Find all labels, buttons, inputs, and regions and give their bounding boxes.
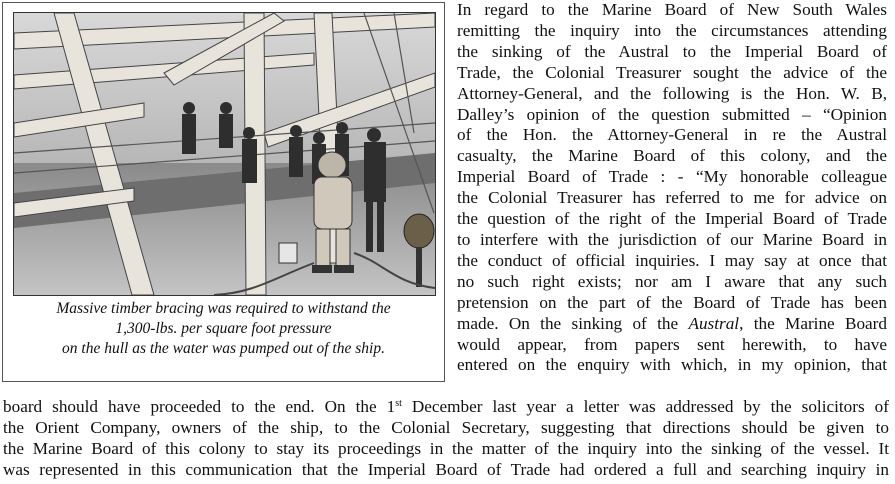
- caption-line: Massive timber bracing was required to withstand the: [56, 300, 391, 317]
- text-line: to interfere with the jurisdiction of our Marine Board in: [457, 229, 887, 249]
- text-line: In regard to the Marine Board of New South Wales: [457, 0, 887, 19]
- text-fragment: made. On the sinking of the: [457, 313, 689, 333]
- article-text-full-width: [3, 397, 889, 481]
- text-fragment: , the Marine Board: [739, 313, 888, 333]
- text-line: entered on the enquiry with which, in my opinion, that: [457, 355, 887, 375]
- text-line: Imperial Board of Trade : - “My honorable colleague: [457, 167, 887, 187]
- text-line: pretension on the part of the Board of Trade has been: [457, 292, 887, 312]
- text-fragment: board should have proceeded to the end. On the 1: [3, 397, 396, 416]
- figure: [2, 2, 445, 382]
- text-fragment: December last year a letter was addressed by the solicitors of: [401, 397, 889, 416]
- text-line: the Orient Company, owners of the ship, to the Colonial Secretary, suggesting that directions should be given to: [3, 417, 889, 437]
- text-line-with-italic: [457, 314, 887, 335]
- text-line: was represented in this communication that the Imperial Board of Trade had ordered a full and searching inquiry in: [3, 459, 889, 479]
- article-text-column: [457, 0, 887, 376]
- text-line: no such right exists; nor am I aware that any such: [457, 271, 887, 291]
- text-line: the Colonial Treasurer has referred to me for advice on: [457, 188, 887, 208]
- caption-line: 1,300-lbs. per square foot pressure: [115, 320, 332, 337]
- text-line: of the Hon. the Attorney-General in re the Austral: [457, 125, 887, 145]
- text-line: casualty, the Marine Board of this colony, and the: [457, 146, 887, 166]
- text-line: the sinking of the Austral to the Imperial Board of: [457, 41, 887, 61]
- text-line: Attorney-General, and the following is the Hon. W. B,: [457, 83, 887, 103]
- text-line: remitting the inquiry into the circumstances attending: [457, 20, 887, 40]
- text-line: the conduct of official inquiries. I may say at once that: [457, 250, 887, 270]
- text-line: Trade, the Colonial Treasurer sought the advice of the: [457, 62, 887, 82]
- text-line-with-superscript: [3, 397, 889, 418]
- caption-line: on the hull as the water was pumped out of the ship.: [62, 340, 385, 357]
- text-line: the question of the right of the Imperial Board of Trade: [457, 209, 887, 229]
- figure-caption: [7, 299, 440, 359]
- text-line: would appear, from papers sent herewith, to have: [457, 334, 887, 354]
- text-line: Dalley’s opinion of the question submitted – “Opinion: [457, 104, 887, 124]
- text-line: the Marine Board of this colony to stay its proceedings in the matter of the inquiry into the sinking of the vessel. It: [3, 438, 889, 458]
- ordinal-superscript: st: [395, 398, 402, 409]
- photo-image: [13, 12, 436, 296]
- photo-divers-timber-bracing-icon: [14, 13, 435, 295]
- ship-name-italic: Austral: [688, 313, 740, 333]
